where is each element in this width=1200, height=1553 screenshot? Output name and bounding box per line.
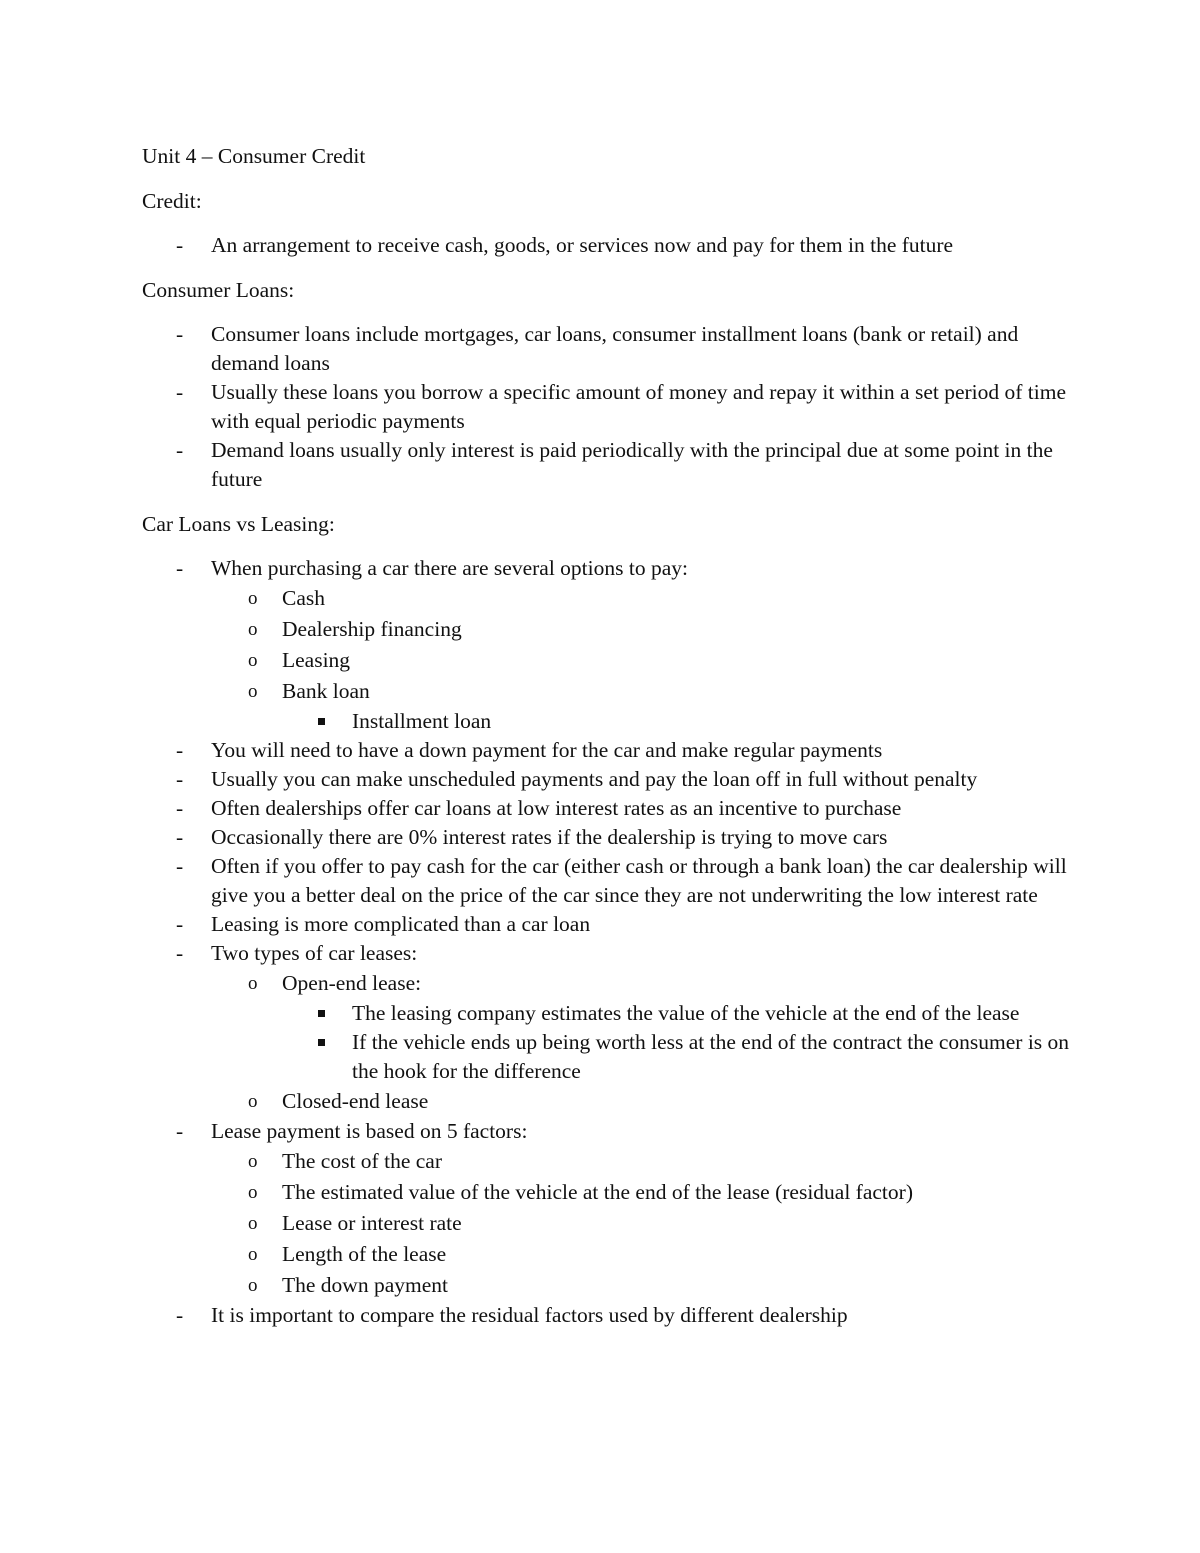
list-item — [142, 378, 1072, 436]
sub-list-item-text: The estimated value of the vehicle at the end of the lease (residual factor) — [282, 1180, 913, 1204]
sub-list-item-text: The cost of the car — [282, 1149, 442, 1173]
dash-bullet: - — [176, 322, 184, 346]
list-item — [142, 823, 1072, 852]
sub-list-item-text: Leasing — [282, 648, 351, 672]
credit-list — [142, 231, 1072, 260]
list-item — [142, 765, 1072, 794]
list-item-text: You will need to have a down payment for the car and make regular payments — [211, 738, 883, 762]
square-bullet — [318, 1039, 325, 1046]
list-item-text: Leasing is more complicated than a car loan — [211, 912, 591, 936]
circle-bullet: o — [248, 1244, 258, 1265]
list-item — [142, 1117, 1072, 1146]
list-item-text: Often if you offer to pay cash for the car (either cash or through a bank loan) the car dealership will give you a better deal on the price of the car since they are not underwriting the low interest rate — [211, 854, 1067, 907]
dash-bullet: - — [176, 825, 184, 849]
list-item-text: Usually these loans you borrow a specific amount of money and repay it within a set period of time with equal periodic payments — [211, 380, 1067, 433]
bank-loan-sublist — [142, 707, 1072, 736]
list-item — [142, 231, 1072, 260]
circle-bullet: o — [248, 619, 258, 640]
sub-list-item — [142, 1239, 1072, 1270]
list-item-text: Usually you can make unscheduled payments and pay the loan off in full without penalty — [211, 767, 978, 791]
sub-sub-list-item-text: If the vehicle ends up being worth less at the end of the contract the consumer is on the hook for the difference — [352, 1030, 1070, 1083]
circle-bullet: o — [248, 1275, 258, 1296]
sub-list-item-text: Length of the lease — [282, 1242, 447, 1266]
sub-list-item-text: Cash — [282, 586, 325, 610]
dash-bullet: - — [176, 738, 184, 762]
dash-bullet: - — [176, 380, 184, 404]
sub-list-item — [142, 1270, 1072, 1301]
dash-bullet: - — [176, 1303, 184, 1327]
list-item-text: When purchasing a car there are several options to pay: — [211, 556, 688, 580]
list-item — [142, 736, 1072, 765]
sub-list-item — [142, 1177, 1072, 1208]
section-heading-car-loans: Car Loans vs Leasing: — [142, 512, 335, 536]
list-item-text: Demand loans usually only interest is paid periodically with the principal due at some point in the future — [211, 438, 1053, 491]
sub-list-item — [142, 583, 1072, 614]
sub-list-item — [142, 1208, 1072, 1239]
sub-sub-list-item — [142, 707, 1072, 736]
dash-bullet: - — [176, 767, 184, 791]
sub-list-item-text: Open-end lease: — [282, 971, 422, 995]
circle-bullet: o — [248, 681, 258, 702]
list-item — [142, 852, 1072, 910]
sub-list-item-text: Closed-end lease — [282, 1089, 429, 1113]
sub-list-item — [142, 968, 1072, 999]
open-end-sublist — [142, 999, 1072, 1086]
list-item-text: Two types of car leases: — [211, 941, 418, 965]
sub-list-item-text: Dealership financing — [282, 617, 462, 641]
list-item-text: Consumer loans include mortgages, car loans, consumer installment loans (bank or retail) and demand loans — [211, 322, 1019, 375]
dash-bullet: - — [176, 912, 184, 936]
list-item — [142, 554, 1072, 583]
sub-list-item — [142, 614, 1072, 645]
dash-bullet: - — [176, 941, 184, 965]
dash-bullet: - — [176, 1119, 184, 1143]
sub-sub-list-item-text: Installment loan — [352, 709, 492, 733]
document-title: Unit 4 – Consumer Credit — [142, 144, 366, 168]
list-item — [142, 794, 1072, 823]
dash-bullet: - — [176, 796, 184, 820]
circle-bullet: o — [248, 1091, 258, 1112]
sub-list-item-text: Lease or interest rate — [282, 1211, 462, 1235]
section-heading-credit: Credit: — [142, 189, 202, 213]
list-item-text: Often dealerships offer car loans at low interest rates as an incentive to purchase — [211, 796, 902, 820]
sub-sub-list-item-text: The leasing company estimates the value of the vehicle at the end of the lease — [352, 1001, 1020, 1025]
sub-list-item-text: The down payment — [282, 1273, 448, 1297]
car-loans-list — [142, 554, 1072, 1330]
list-item — [142, 320, 1072, 378]
circle-bullet: o — [248, 973, 258, 994]
circle-bullet: o — [248, 1151, 258, 1172]
dash-bullet: - — [176, 233, 184, 257]
dash-bullet: - — [176, 556, 184, 580]
sub-list-item — [142, 1146, 1072, 1177]
circle-bullet: o — [248, 650, 258, 671]
sub-list-item — [142, 645, 1072, 676]
list-item-text: An arrangement to receive cash, goods, or services now and pay for them in the future — [211, 233, 954, 257]
list-item — [142, 910, 1072, 939]
payment-options-list — [142, 583, 1072, 736]
lease-factors-list — [142, 1146, 1072, 1301]
sub-list-item — [142, 1086, 1072, 1117]
square-bullet — [318, 1010, 325, 1017]
circle-bullet: o — [248, 1182, 258, 1203]
section-heading-consumer-loans: Consumer Loans: — [142, 278, 295, 302]
lease-types-list — [142, 968, 1072, 1117]
list-item-text: It is important to compare the residual factors used by different dealership — [211, 1303, 848, 1327]
consumer-loans-list — [142, 320, 1072, 494]
dash-bullet: - — [176, 854, 184, 878]
dash-bullet: - — [176, 438, 184, 462]
sub-list-item — [142, 676, 1072, 707]
list-item-text: Occasionally there are 0% interest rates if the dealership is trying to move cars — [211, 825, 888, 849]
sub-list-item-text: Bank loan — [282, 679, 370, 703]
list-item — [142, 1301, 1072, 1330]
list-item — [142, 436, 1072, 494]
circle-bullet: o — [248, 588, 258, 609]
list-item-text: Lease payment is based on 5 factors: — [211, 1119, 528, 1143]
square-bullet — [318, 718, 325, 725]
circle-bullet: o — [248, 1213, 258, 1234]
list-item — [142, 939, 1072, 968]
sub-sub-list-item — [142, 999, 1072, 1028]
sub-sub-list-item — [142, 1028, 1072, 1086]
document-page — [142, 141, 1072, 1345]
